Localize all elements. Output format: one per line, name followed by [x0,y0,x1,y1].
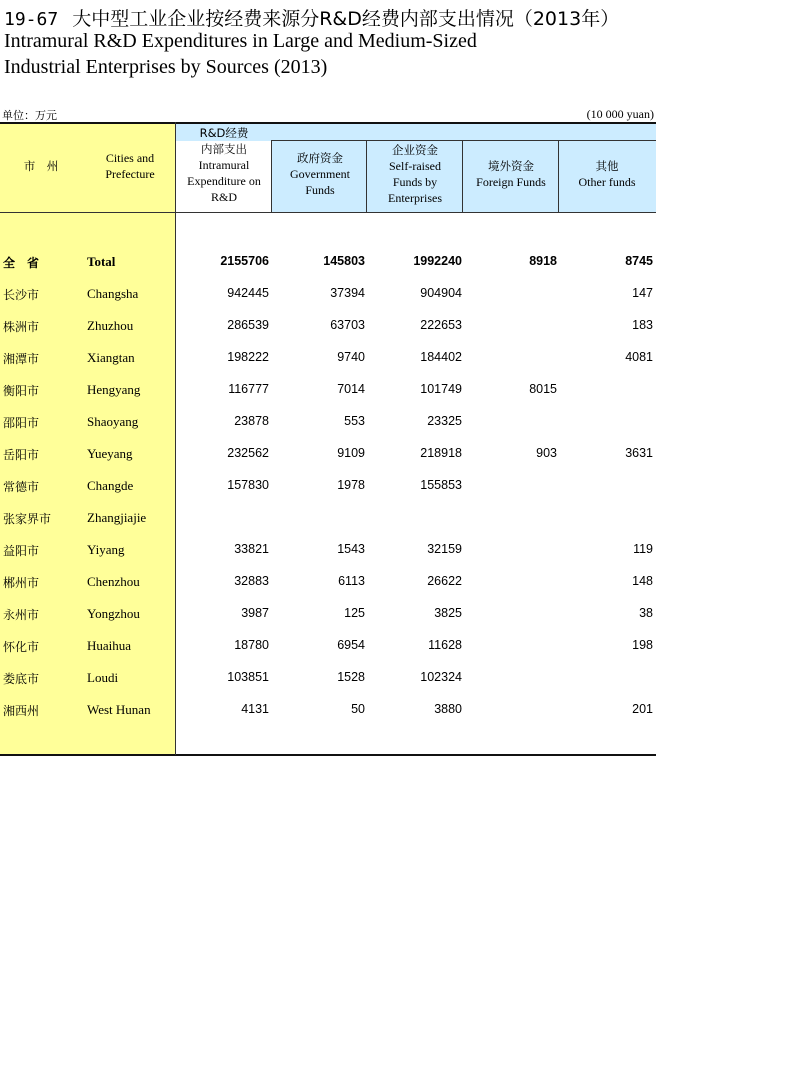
data-table [0,122,656,756]
header-divider-2 [366,140,367,213]
page-title-english-line1: Intramural R&D Expenditures in Large and Medium-Sized [4,30,477,52]
city-name-en: Changde [87,478,134,493]
label-column-background [0,122,175,755]
government-funds-value: 553 [344,414,365,428]
table-row [0,442,656,466]
city-name-en: Hengyang [87,382,141,397]
label-column-divider [175,122,176,755]
enterprise-funds-value: 904904 [420,286,462,300]
city-name-zh: 湘西州 [3,704,40,718]
enterprise-funds-value: 3880 [434,702,462,716]
city-name-en: Loudi [87,670,119,685]
unit-label-chinese: 单位：万元 [2,109,57,122]
rd-expenditure-value: 942445 [227,286,269,300]
table-row [0,698,656,722]
city-name-zh: 永州市 [3,608,40,622]
table-row [0,474,656,498]
unit-label-english: (10 000 yuan) [586,107,654,121]
header-other-en: Other funds [578,175,636,189]
enterprise-funds-value: 184402 [420,350,462,364]
header-divider-4 [558,140,559,213]
city-name-zh: 怀化市 [3,640,40,654]
other-funds-value: 38 [639,606,653,620]
city-name-zh: 衡阳市 [3,384,40,398]
government-funds-value: 50 [351,702,365,716]
other-funds-value: 8745 [625,254,653,268]
table-row [0,538,656,562]
table-row [0,346,656,370]
table-row [0,506,656,530]
header-ent-en: Self-raised Funds by Enterprises [388,159,442,205]
government-funds-value: 1543 [337,542,365,556]
other-funds-value: 3631 [625,446,653,460]
rd-expenditure-value: 286539 [227,318,269,332]
city-name-zh: 全 省 [3,256,40,270]
header-other-zh: 其他 [595,159,619,173]
enterprise-funds-value: 1992240 [413,254,462,268]
rd-expenditure-value: 157830 [227,478,269,492]
rd-expenditure-value: 18780 [234,638,269,652]
top-border [0,122,656,124]
city-name-zh: 湘潭市 [3,352,40,366]
city-name-zh: 常德市 [3,480,40,494]
city-name-zh: 岳阳市 [3,448,40,462]
city-name-en: Changsha [87,286,139,301]
city-name-en: Yongzhou [87,606,140,621]
rd-expenditure-value: 23878 [234,414,269,428]
table-row-total [0,250,656,274]
table-row [0,570,656,594]
government-funds-value: 6954 [337,638,365,652]
table-row [0,282,656,306]
city-name-zh: 长沙市 [3,288,40,302]
rd-expenditure-value: 4131 [241,702,269,716]
page-title-chinese [4,4,619,31]
city-name-zh: 益阳市 [3,544,40,558]
city-name-zh: 张家界市 [3,512,52,526]
header-other [560,158,654,190]
table-row [0,378,656,402]
city-name-zh: 株洲市 [3,320,40,334]
header-rd [182,125,266,205]
header-ent-zh: 企业资金 [392,143,438,157]
city-name-en: Zhangjiajie [87,510,147,525]
bottom-border [0,754,656,756]
enterprise-funds-value: 222653 [420,318,462,332]
government-funds-value: 9109 [337,446,365,460]
government-funds-value: 7014 [337,382,365,396]
enterprise-funds-value: 23325 [427,414,462,428]
enterprise-funds-value: 101749 [420,382,462,396]
page-title-english-line2: Industrial Enterprises by Sources (2013) [4,56,328,78]
enterprise-funds-value: 11628 [428,638,462,652]
header-gov-en: Government Funds [290,167,350,197]
enterprise-funds-value: 102324 [420,670,462,684]
header-rd-en: Intramural Expenditure on R&D [187,158,261,204]
government-funds-value: 9740 [337,350,365,364]
government-funds-value: 63703 [330,318,365,332]
header-city-en: Cities and Prefecture [105,151,155,181]
city-name-zh: 郴州市 [3,576,40,590]
city-name-en: Yiyang [87,542,125,557]
table-row [0,410,656,434]
other-funds-value: 148 [632,574,653,588]
foreign-funds-value: 8918 [529,254,557,268]
rd-expenditure-value: 198222 [227,350,269,364]
city-name-en: Xiangtan [87,350,135,365]
city-name-en: Yueyang [87,446,133,461]
enterprise-funds-value: 155853 [420,478,462,492]
header-foreign [464,158,558,190]
foreign-funds-value: 903 [536,446,557,460]
city-name-en: Shaoyang [87,414,139,429]
rd-expenditure-value: 116777 [228,382,269,396]
table-row [0,602,656,626]
table-row [0,634,656,658]
government-funds-value: 145803 [323,254,365,268]
government-funds-value: 1528 [337,670,365,684]
other-funds-value: 198 [632,638,653,652]
enterprise-funds-value: 218918 [420,446,462,460]
city-name-en: Chenzhou [87,574,140,589]
header-divider-1 [271,140,272,213]
rd-expenditure-value: 2155706 [220,254,269,268]
header-ent [372,142,458,206]
subheader-border [272,140,656,141]
city-name-en: Zhuzhou [87,318,134,333]
government-funds-value: 37394 [330,286,365,300]
rd-expenditure-value: 32883 [234,574,269,588]
city-name-en: Total [87,254,116,269]
other-funds-value: 119 [633,542,653,556]
header-rd-zh: R&D经费内部支出 [199,126,249,156]
rd-expenditure-value: 33821 [234,542,269,556]
rd-expenditure-value: 3987 [241,606,269,620]
foreign-funds-value: 8015 [529,382,557,396]
table-row [0,666,656,690]
government-funds-value: 1978 [337,478,365,492]
header-divider-3 [462,140,463,213]
other-funds-value: 201 [632,702,653,716]
government-funds-value: 6113 [338,574,365,588]
enterprise-funds-value: 3825 [434,606,462,620]
header-city-zh: 市 州 [23,159,59,173]
table-number: 19-67 [4,9,59,30]
header-foreign-zh: 境外资金 [488,159,534,173]
city-name-en: Huaihua [87,638,132,653]
rd-expenditure-value: 232562 [227,446,269,460]
rd-expenditure-value: 103851 [227,670,269,684]
other-funds-value: 183 [632,318,653,332]
header-foreign-en: Foreign Funds [476,175,546,189]
table-row [0,314,656,338]
enterprise-funds-value: 26622 [427,574,462,588]
other-funds-value: 4081 [625,350,653,364]
enterprise-funds-value: 32159 [427,542,462,556]
city-name-zh: 娄底市 [3,672,40,686]
other-funds-value: 147 [632,286,653,300]
city-name-zh: 邵阳市 [3,416,40,430]
header-gov [276,150,364,198]
title-zh-text: 大中型工业企业按经费来源分R&D经费内部支出情况（2013年） [72,8,620,30]
city-name-en: West Hunan [87,702,151,717]
government-funds-value: 125 [344,606,365,620]
header-gov-zh: 政府资金 [297,151,343,165]
